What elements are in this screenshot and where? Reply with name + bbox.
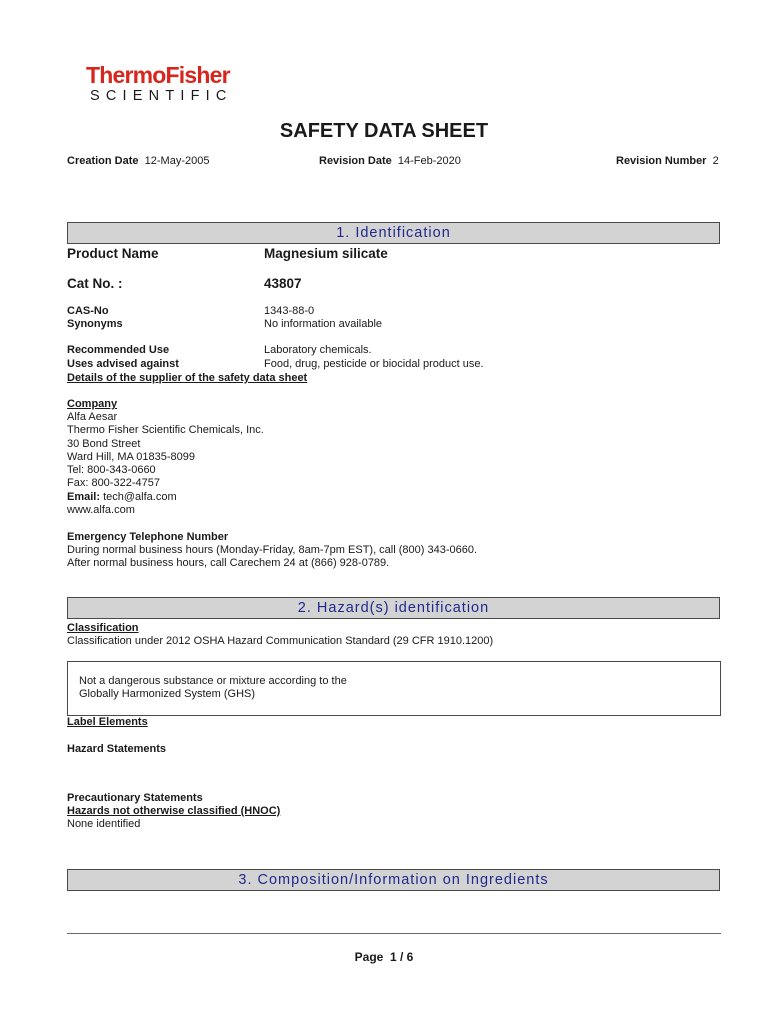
section-3-header: 3. Composition/Information on Ingredients: [67, 869, 720, 891]
page-number: [0, 950, 768, 964]
company-line: 30 Bond Street: [67, 438, 141, 450]
synonyms-value: No information available: [264, 318, 383, 330]
cat-no-value: 43807: [264, 276, 302, 291]
hnoc-heading: Hazards not otherwise classified (HNOC): [67, 805, 281, 817]
section-1-header: 1. Identification: [67, 222, 720, 244]
logo-subtitle: SCIENTIFIC: [90, 88, 233, 104]
precautionary-statements-heading: Precautionary Statements: [67, 792, 203, 804]
ghs-status-line-2: Globally Harmonized System (GHS): [79, 688, 256, 700]
synonyms-label: Synonyms: [67, 318, 123, 330]
revision-number-label: Revision Number: [616, 155, 707, 167]
revision-number: [616, 155, 719, 168]
emergency-line-2: After normal business hours, call Carechem 24 at (866) 928-0789.: [67, 557, 390, 569]
email-line: [67, 491, 177, 504]
revision-date-label: Revision Date: [319, 155, 392, 167]
email-value: tech@alfa.com: [103, 491, 177, 503]
cat-no-label: Cat No. :: [67, 276, 123, 291]
classification-heading: Classification: [67, 622, 139, 634]
company-line: Ward Hill, MA 01835-8099: [67, 451, 195, 463]
document-title: SAFETY DATA SHEET: [279, 120, 489, 142]
uses-advised-against-value: Food, drug, pesticide or biocidal product use.: [264, 358, 484, 370]
emergency-line-1: During normal business hours (Monday-Friday, 8am-7pm EST), call (800) 343-0660.: [67, 544, 478, 556]
uses-advised-against-label: Uses advised against: [67, 358, 179, 370]
company-heading: Company: [67, 398, 118, 410]
revision-number-value: 2: [712, 155, 719, 167]
creation-date: [67, 155, 209, 168]
recommended-use-value: Laboratory chemicals.: [264, 344, 372, 356]
email-label: Email:: [67, 491, 101, 503]
product-name-value: Magnesium silicate: [264, 246, 388, 261]
creation-date-label: Creation Date: [67, 155, 139, 167]
classification-text: Classification under 2012 OSHA Hazard Communication Standard (29 CFR 1910.1200): [67, 635, 494, 647]
emergency-heading: Emergency Telephone Number: [67, 531, 229, 543]
company-line: Tel: 800-343-0660: [67, 464, 156, 476]
website: www.alfa.com: [67, 504, 135, 516]
recommended-use-label: Recommended Use: [67, 344, 170, 356]
creation-date-value: 12-May-2005: [144, 155, 210, 167]
supplier-details-heading: Details of the supplier of the safety data sheet: [67, 372, 308, 384]
footer-divider: [67, 933, 721, 934]
company-line: Alfa Aesar: [67, 411, 118, 423]
hnoc-value: None identified: [67, 818, 141, 830]
company-line: Fax: 800-322-4757: [67, 477, 160, 489]
label-elements-heading: Label Elements: [67, 716, 148, 728]
page-value: 1 / 6: [390, 950, 414, 964]
ghs-status-line-1: Not a dangerous substance or mixture according to the: [79, 675, 347, 687]
thermofisher-logo: [86, 62, 230, 88]
company-line: Thermo Fisher Scientific Chemicals, Inc.: [67, 424, 264, 436]
page-label: Page: [354, 950, 384, 964]
revision-date: [319, 155, 461, 168]
logo-wordmark: ThermoFisher: [86, 62, 230, 88]
revision-date-value: 14-Feb-2020: [397, 155, 461, 167]
cas-no-label: CAS-No: [67, 305, 109, 317]
section-2-header: 2. Hazard(s) identification: [67, 597, 720, 619]
hazard-statements-heading: Hazard Statements: [67, 743, 167, 755]
product-name-label: Product Name: [67, 246, 159, 261]
cas-no-value: 1343-88-0: [264, 305, 315, 317]
